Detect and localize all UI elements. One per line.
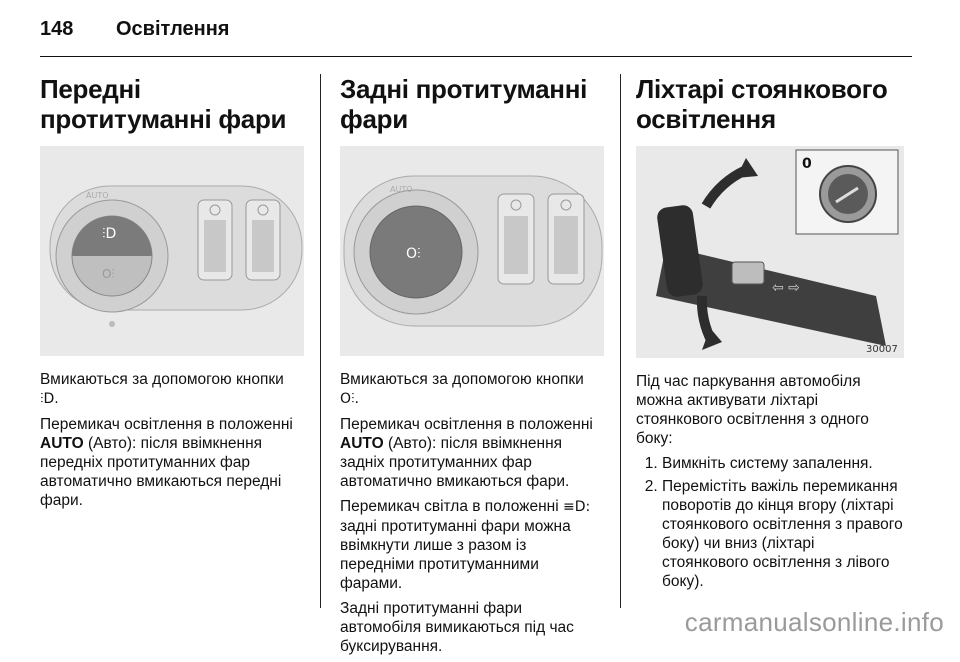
- rear-fog-symbol: O⫶.: [340, 391, 359, 407]
- header-rule: [40, 56, 912, 57]
- paragraph-1: [40, 370, 304, 409]
- paragraph-2: [340, 415, 604, 491]
- paragraph-2: [40, 415, 304, 510]
- turn-arrows-icon: ⇦ ⇨: [772, 280, 800, 296]
- auto-label: AUTO: [40, 435, 84, 452]
- p3-text: задні протитуманні фари можна ввімкнути лише з разом із передніми протитуманними фарами.: [340, 518, 571, 592]
- watermark: carmanualsonline.info: [684, 607, 944, 637]
- p2-lead: Перемикач освітлення в положенні: [340, 416, 593, 433]
- rear-fog-icon: O⫶: [406, 246, 421, 262]
- section-title: Передні протитуманні фари: [40, 74, 287, 134]
- section-front-fog: [40, 74, 304, 516]
- front-fog-icon: ⫶D: [102, 226, 117, 242]
- section-parking-lights: [636, 74, 904, 595]
- p2-lead: Перемикач освітлення в положенні: [40, 416, 293, 433]
- p2-text: (Авто): після ввімкнення задніх протитуманних фар автоматично вмикаються фари.: [340, 435, 570, 490]
- auto-ring-label: AUTO: [86, 191, 109, 200]
- lever-button: [732, 262, 764, 284]
- paragraph-1: [340, 370, 604, 409]
- auto-ring-label: AUTO: [390, 185, 413, 194]
- page-header: [40, 16, 920, 50]
- section-title: Ліхтарі стоянкового освітлення: [636, 74, 888, 134]
- section-rear-fog: [340, 74, 604, 662]
- list-item: 1. Вимкніть систему запалення.: [662, 454, 904, 473]
- figure-code: 30007: [866, 344, 898, 355]
- intro-paragraph: Під час паркування автомобіля можна активувати ліхтарі стоянкового освітлення з одного боку:: [636, 373, 869, 447]
- low-beam-symbol: ≡D:: [563, 499, 591, 515]
- list-item: 2. Перемістіть важіль перемикання поворотів до кінця вгору (ліхтарі стоянкового освітлення з правого боку) чи вниз (ліхтарі стоянкового освітлення з лівого боку).: [662, 477, 904, 591]
- p1-text: Вмикаються за допомогою кнопки: [40, 371, 284, 388]
- p2-text: (Авто): після ввімкнення передніх протитуманних фар автоматично вмикаються передні фари.: [40, 435, 282, 509]
- turn-signal-lever-figure: [636, 146, 904, 358]
- steps-list: [636, 454, 904, 591]
- chapter-title: Освітлення: [116, 18, 230, 40]
- paragraph-4: Задні протитуманні фари автомобіля вимикаються під час буксирування.: [340, 600, 574, 655]
- ignition-position-label: 0: [802, 156, 812, 172]
- column-divider-2: [620, 74, 621, 608]
- paragraph-3: [340, 497, 604, 593]
- p3-lead: Перемикач світла в положенні: [340, 498, 559, 515]
- section-title: Задні протитуманні фари: [340, 74, 588, 134]
- light-switch-figure-rear: [340, 146, 604, 356]
- p1-text: Вмикаються за допомогою кнопки: [340, 371, 584, 388]
- auto-label: AUTO: [340, 435, 384, 452]
- light-switch-figure-front: [40, 146, 304, 356]
- rear-fog-icon: O⫶: [102, 267, 115, 281]
- front-fog-symbol: ⫶D.: [40, 391, 59, 407]
- page-number: 148: [40, 18, 74, 40]
- column-divider-1: [320, 74, 321, 608]
